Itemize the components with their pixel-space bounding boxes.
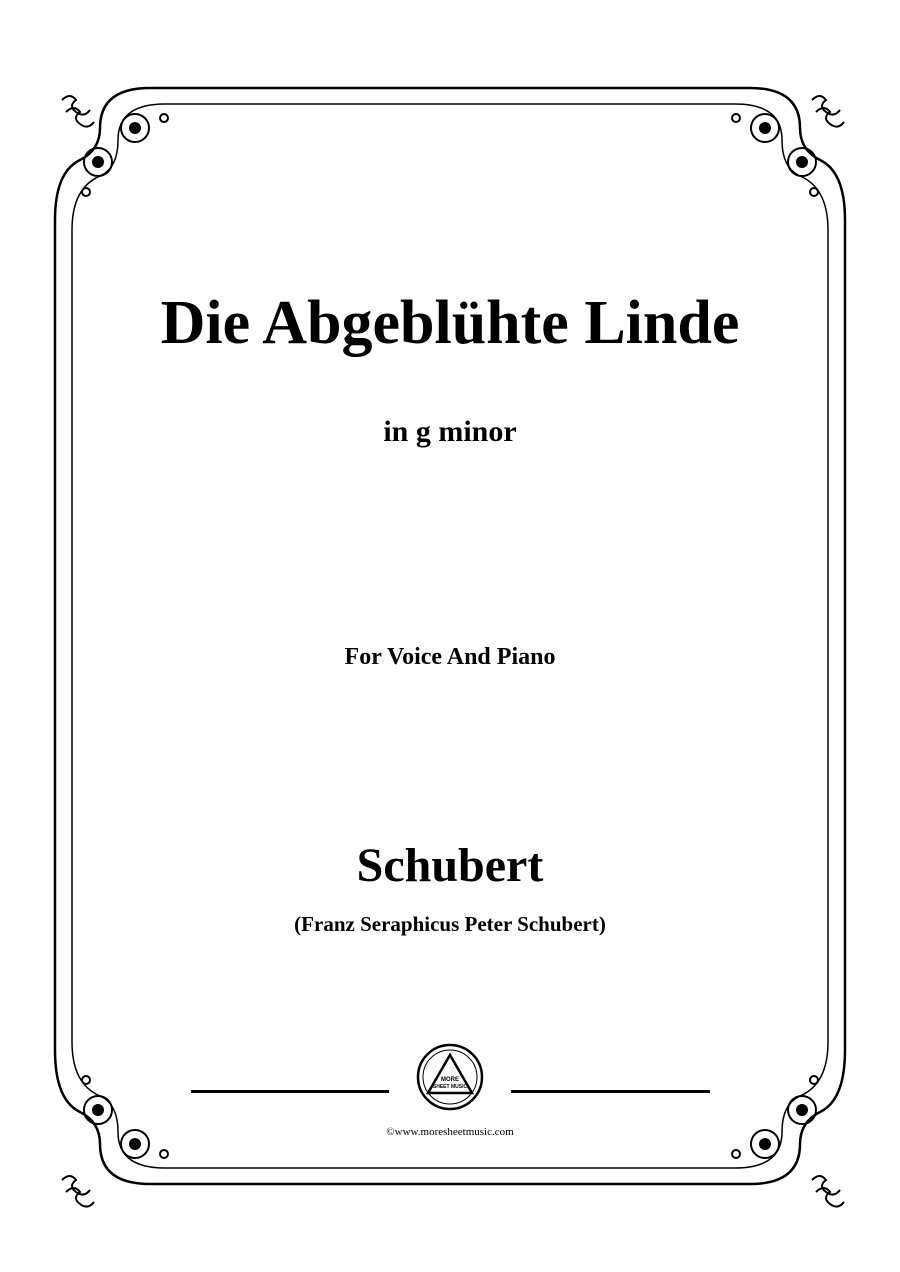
divider-right <box>511 1090 710 1093</box>
triangle-seal-icon <box>416 1043 484 1111</box>
divider-left <box>191 1090 389 1093</box>
footer-url: ©www.moresheetmusic.com <box>386 1126 514 1138</box>
composer-full-name: (Franz Seraphicus Peter Schubert) <box>294 912 606 936</box>
logo-text-2: SHEET MUSIC <box>432 1084 468 1090</box>
instrumentation-text: For Voice And Piano <box>344 644 556 670</box>
page-title: Die Abgeblühte Linde <box>160 289 740 357</box>
logo-text-1: MORE <box>441 1077 459 1083</box>
inner-frame-line <box>72 104 828 1168</box>
key-subtitle: in g minor <box>383 415 517 448</box>
outer-frame-line <box>55 88 845 1184</box>
corner-ornament-bottom-left <box>62 1096 149 1207</box>
corner-ornament-top-right <box>751 96 844 176</box>
corner-ornament-bottom-right <box>751 1096 844 1207</box>
composer-name: Schubert <box>356 839 544 892</box>
